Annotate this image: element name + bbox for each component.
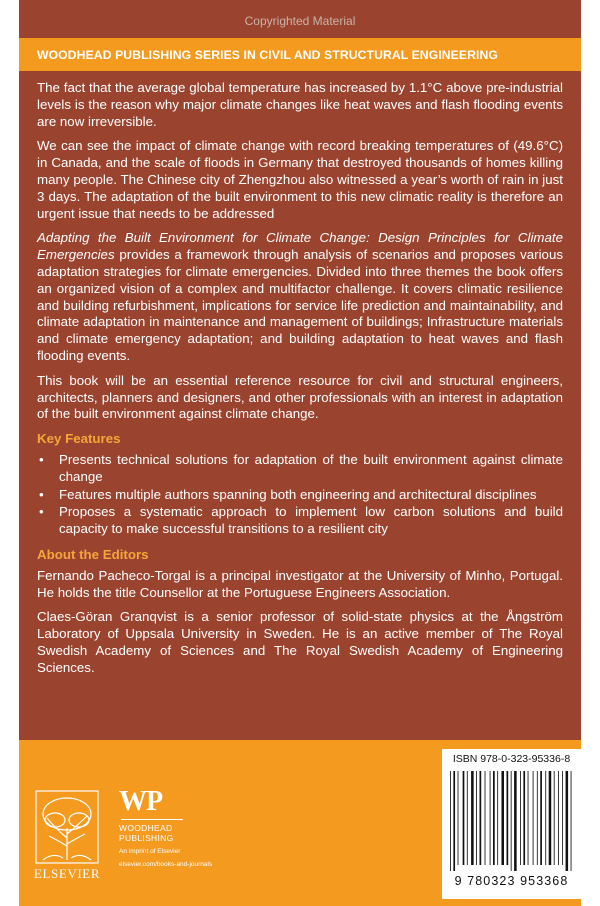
barcode-bar (450, 771, 451, 871)
barcode-bar (497, 771, 498, 865)
barcode-bar (493, 771, 495, 865)
bullet: • (39, 486, 44, 502)
barcode-bar (571, 771, 572, 871)
paragraph-2: We can see the impact of climate change with record breaking temperatures of (49.6°C) in Canada, and the scale of floods in Germany that destroyed thousands of homes killing many people. The Chinese city of Zhengzhou also witnessed a year’s worth of rain in just 3 days. The adaptation of the built environment to this new climatic reality is therefore an urgent issue that needs to be addressed (37, 138, 563, 221)
paragraph-4: This book will be an essential reference resource for civil and structural engineers, architects, planners and designers, and other professionals with an interest in adaptation of the built environment against climate change. (37, 372, 563, 422)
paragraph-1: The fact that the average global temperature has increased by 1.1°C above pre-industrial levels is the reason why major climate changes like heat waves and flash flooding events are now irreversible. (37, 80, 563, 129)
barcode-bar (549, 771, 552, 865)
barcode-bar (480, 771, 482, 865)
barcode-bar (501, 771, 504, 865)
editors-heading: About the Editors (37, 546, 149, 562)
feature-text: Presents technical solutions for adaptation of the built environment against climate change (59, 451, 563, 484)
barcode-bar (533, 771, 534, 865)
barcode-bar (514, 771, 517, 871)
imprint-text: An imprint of Elsevier (119, 848, 181, 855)
feature-item (37, 504, 563, 538)
barcode-bar (458, 771, 459, 865)
barcode-bar (562, 771, 563, 865)
wp-name-line-1: WOODHEAD (119, 823, 173, 833)
barcode-panel (442, 749, 581, 899)
bullet: • (39, 451, 44, 467)
barcode-bar (558, 771, 559, 865)
back-cover (19, 0, 581, 906)
wp-divider (121, 819, 183, 820)
barcode-bar (463, 771, 465, 865)
barcode-bar (554, 771, 555, 865)
editor-bio: Claes-Göran Granqvist is a senior professor of solid-state physics at the Ångström Laboratory of Uppsala University in Sweden. He is an active member of The Royal Swedish Academy of Sciences and The Royal Swedish Academy of Engineering Sciences. (37, 609, 563, 675)
book-title: Adapting the Built Environment for Climate Change: Design Principles for Climate Emergencies (37, 230, 563, 263)
key-features-list (37, 452, 563, 538)
elsevier-logo (33, 788, 101, 884)
barcode-bar (528, 771, 529, 865)
barcode-bar (507, 771, 509, 865)
series-title: WOODHEAD PUBLISHING SERIES IN CIVIL AND STRUCTURAL ENGINEERING (37, 47, 499, 62)
barcode-bar (467, 771, 468, 865)
barcode-bar (476, 771, 477, 865)
imprint-url: elsevier.com/books-and-journals (119, 861, 213, 868)
barcode-digits: 9 780323 953368 (454, 874, 569, 888)
barcode-bar (523, 771, 525, 865)
series-banner (19, 38, 581, 71)
barcode-bar (485, 771, 486, 865)
barcode-bar (453, 771, 455, 871)
feature-item (37, 452, 563, 486)
barcode-bar (511, 771, 512, 871)
elsevier-wordmark: ELSEVIER (33, 866, 101, 881)
barcode-bar (520, 771, 521, 865)
elsevier-tree-icon (33, 788, 101, 866)
feature-text: Proposes a systematic approach to implement low carbon solutions and build capacity to make successful transitions to a resilient city (59, 504, 563, 537)
blurb (37, 80, 563, 685)
barcode-bar (566, 771, 569, 871)
barcode-bar (471, 771, 474, 865)
feature-item (37, 487, 563, 504)
barcode-icon (450, 771, 574, 871)
feature-text: Features multiple authors spanning both engineering and architectural disciplines (59, 486, 537, 502)
key-features-heading: Key Features (37, 431, 121, 447)
paragraph-3 (37, 230, 563, 364)
wp-name-line-2: PUBLISHING (119, 833, 174, 843)
woodhead-publishing-logo (119, 788, 229, 869)
barcode-bar (545, 771, 546, 865)
watermark: Copyrighted Material (244, 14, 356, 28)
wp-monogram: WP (119, 786, 163, 817)
barcode-bar (540, 771, 542, 865)
isbn-label: ISBN 978-0-323-95336-8 (452, 753, 571, 765)
barcode-bar (537, 771, 538, 865)
editor-bio: Fernando Pacheco-Torgal is a principal investigator at the University of Minho, Portugal. He holds the title Counsellor at the Portuguese Engineers Association. (37, 567, 563, 600)
barcode-bar (490, 771, 491, 865)
publisher-band (19, 740, 581, 906)
paragraph-3-text: provides a framework through analysis of scenarios and proposes various adaptation strategies for climate emergencies. Divided into three themes the book offers an organized vision of a complex and multifactor challenge. It covers climatic resilience and building refurbishment, implications for service life prediction and maintainability, and climate adaptation in maintenance and management of buildings; Infrastructure materials and climate emergency adaptation; and building adaptation to heat waves and flash flooding events. (37, 247, 563, 363)
bullet: • (39, 504, 44, 520)
